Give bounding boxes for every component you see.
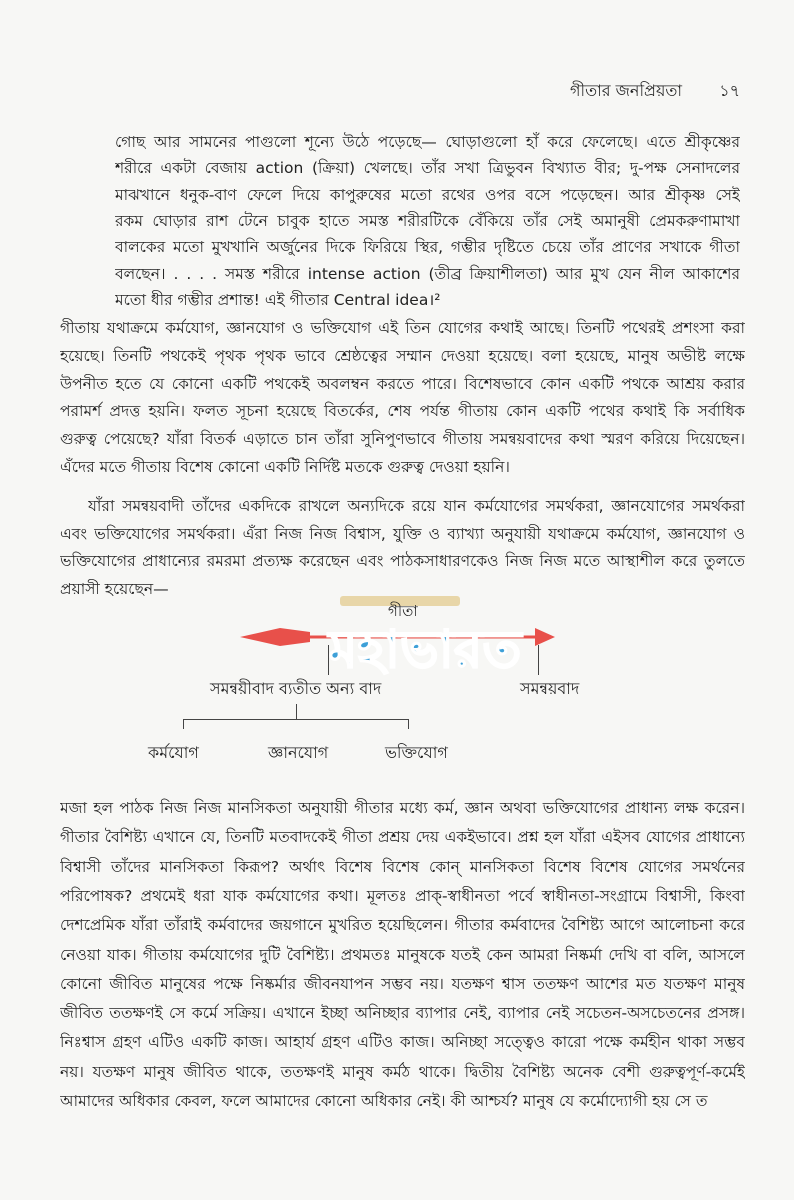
text-line: কোনো জীবিত মানুষের পক্ষে নিষ্কর্মার জীবনযাপন সম্ভব নয়। যতক্ষণ শ্বাস ততক্ষণ আশের মত যতক্ষণ মানুষ	[60, 974, 745, 993]
diagram-child-jnanayoga: জ্ঞানযোগ	[268, 743, 329, 762]
text-line: জীবিত ততক্ষণই সে কর্মে সক্রিয়। এখানে ইচ্ছা অনিচ্ছার ব্যাপার নেই, ব্যাপার নেই সচেতন-অসচেতনের প্রসঙ্গ।	[60, 1004, 745, 1023]
text-line: গোছ আর সামনের পাগুলো শূন্যে উঠে পড়েছে— ঘোড়াগুলো হাঁ করে ফেলেছে। এতে শ্রীকৃষ্ণের	[115, 133, 740, 151]
diagram-child-karmayoga: কর্মযোগ	[148, 743, 199, 762]
text-line: বিশ্বাসী তাঁদের মানসিকতা কিরূপ? অর্থাৎ বিশেষ বিশেষ কোন্ মানসিকতা বিশেষ বিশেষ যোগের সমর্থনের	[60, 857, 745, 876]
text-line: বালকের মতো মুখখানি অর্জুনের দিকে ফিরিয়ে স্থির, গম্ভীর দৃষ্টিতে চেয়ে তাঁর প্রাণের সখাকে গীতা	[115, 238, 740, 257]
chapter-title: গীতার জনপ্রিয়তা	[570, 81, 683, 100]
text-line: গুরুত্ব পেয়েছে? যাঁরা বিতর্ক এড়াতে চান তাঁরা সুনিপুণভাবে গীতায় সমন্বয়বাদের কথা স্মরণ করিয়ে দিয়েছেন।	[60, 430, 745, 449]
text-line: গীতার বৈশিষ্ট্য এখানে যে, তিনটি মতবাদকেই গীতা প্রশ্রয় দেয় একইভাবে। প্রশ্ন হল যাঁরা এইসব যোগের প্রাধান্যে	[60, 828, 745, 847]
text-line: নেওয়া যাক। গীতায় কর্মযোগের দুটি বৈশিষ্ট্য। প্রথমতঃ মানুষকে যতই কেন আমরা নিষ্কর্মা দেখি বা বলি, আসলে	[60, 945, 745, 964]
text-line: শরীরে একটা বেজায় action (ক্রিয়া) খেলছে। তাঁর সখা ত্রিভুবন বিখ্যাত বীর; দু-পক্ষ সেনাদলের	[115, 159, 740, 178]
text-line: উপনীত হতে যে কোনো একটি পথকেই অবলম্বন করতে পারে। বিশেষভাবে কোন একটি পথকে আশ্রয় করার	[60, 374, 745, 393]
arrow-feather-icon	[240, 628, 310, 646]
text-line: মতো ধীর গম্ভীর প্রশান্ত! এই গীতার Central idea।²	[115, 290, 441, 309]
text-line: এঁদের মতে গীতায় বিশেষ কোনো একটি নির্দিষ্ট মতকে গুরুত্ব দেওয়া হয়নি।	[60, 458, 510, 476]
text-line: দেশপ্রেমিক যাঁরা তাঁরাই কর্মবাদের জয়গানে মুখরিত হয়েছিলেন। গীতার কর্মবাদের বৈশিষ্ট্য আগে আলোচনা করে	[60, 916, 745, 935]
tree-stem	[296, 704, 297, 720]
diagram-child-bhaktiyoga: ভক্তিযোগ	[385, 743, 448, 762]
text-line: বলছেন। . . . . সমস্ত শরীরে intense action (তীব্র ক্রিয়াশীলতা) আর মুখ যেন নীল আকাশের	[115, 264, 740, 283]
text-line: নয়। যতক্ষণ মানুষ জীবিত থাকে, ততক্ষণই মানুষ কর্মঠ থাকে। দ্বিতীয় বৈশিষ্ট্য অনেক বেশী গুরুত্বপূর্ণ-কর্মেই	[60, 1062, 745, 1081]
text-line: নিঃশ্বাস গ্রহণ এটিও একটি কাজ। আহার্য গ্রহণ এটিও কাজ। অনিচ্ছা সত্ত্বেও কারো পক্ষে কর্মহীন থাকা সম্ভব	[60, 1033, 745, 1052]
diagram-left-branch: সমন্বয়ীবাদ ব্যতীত অন্য বাদ	[210, 679, 382, 698]
text-line: যাঁরা সমন্বয়বাদী তাঁদের একদিকে রাখলে অন্যদিকে রয়ে যান কর্মযোগের সমর্থকরা, জ্ঞানযোগের সমর্থকরা	[88, 497, 745, 515]
text-line: হয়েছে। তিনটি পথকেই পৃথক পৃথক ভাবে শ্রেষ্ঠত্বের সম্মান দেওয়া হয়েছে। বলা হয়েছে, মানুষ অভীষ্ট লক্ষে	[60, 346, 745, 365]
text-line: রকম ঘোড়ার রাশ টেনে চাবুক হাতে সমস্ত শরীরটিকে বেঁকিয়ে তাঁর সেই অমানুষী প্রেমকরুণামাখা	[115, 211, 740, 230]
branch-line-right	[538, 645, 539, 675]
running-header	[570, 78, 740, 105]
tree-bar	[183, 719, 409, 720]
text-line: ভক্তিযোগের প্রাধান্যের রমরমা প্রত্যক্ষ করেছেন এবং পাঠকসাধারণকেও নিজ নিজ মতে আস্থাশীল করে তুলতে	[60, 552, 745, 570]
arrow-head-icon	[535, 628, 555, 646]
tree-tick	[408, 719, 409, 729]
text-line: প্রয়াসী হয়েছেন—	[60, 579, 169, 598]
watermark-text: মহাভারত	[328, 620, 522, 680]
tree-tick	[183, 719, 184, 729]
branch-line-left	[328, 645, 329, 675]
text-line: মাঝখানে ধনুক-বাণ ফেলে দিয়ে কাপুরুষের মতো রথের ওপর বসে পড়েছেন। আর শ্রীকৃষ্ণ সেই	[115, 185, 740, 204]
diagram-right-branch: সমন্বয়বাদ	[520, 679, 580, 698]
text-line: গীতায় যথাক্রমে কর্মযোগ, জ্ঞানযোগ ও ভক্তিযোগ এই তিন যোগের কথাই আছে। তিনটি পথেরই প্রশংসা করা	[60, 319, 745, 337]
text-line: আমাদের অধিকার কেবল, ফলে আমাদের কোনো অধিকার নেই। কী আশ্চর্য? মানুষ যে কর্মোদ্যোগী হয় সে ত	[60, 1092, 708, 1110]
text-line: পরামর্শ প্রদত্ত হয়নি। ফলত সূচনা হয়েছে বিতর্কের, শেষ পর্যন্ত গীতায় কোন একটি পথের কথাই কি সর্বাধিক	[60, 402, 745, 421]
text-line: এবং ভক্তিযোগের সমর্থকরা। এঁরা নিজ নিজ বিশ্বাস, যুক্তি ও ব্যাখ্যা অনুযায়ী যথাক্রমে কর্মযোগ, জ্ঞানযোগ ও	[60, 524, 745, 543]
page-number: ১৭	[719, 81, 740, 100]
diagram-root: গীতা	[388, 602, 418, 620]
text-line: পরিপোষক? প্রথমেই ধরা যাক কর্মযোগের কথা। মূলতঃ প্রাক্-স্বাধীনতা পর্বে স্বাধীনতা-সংগ্রামে বিশ্বাসী, কিংবা	[60, 886, 745, 905]
text-line: মজা হল পাঠক নিজ নিজ মানসিকতা অনুযায়ী গীতার মধ্যে কর্ম, জ্ঞান অথবা ভক্তিযোগের প্রাধান্য লক্ষ করেন।	[60, 799, 745, 817]
